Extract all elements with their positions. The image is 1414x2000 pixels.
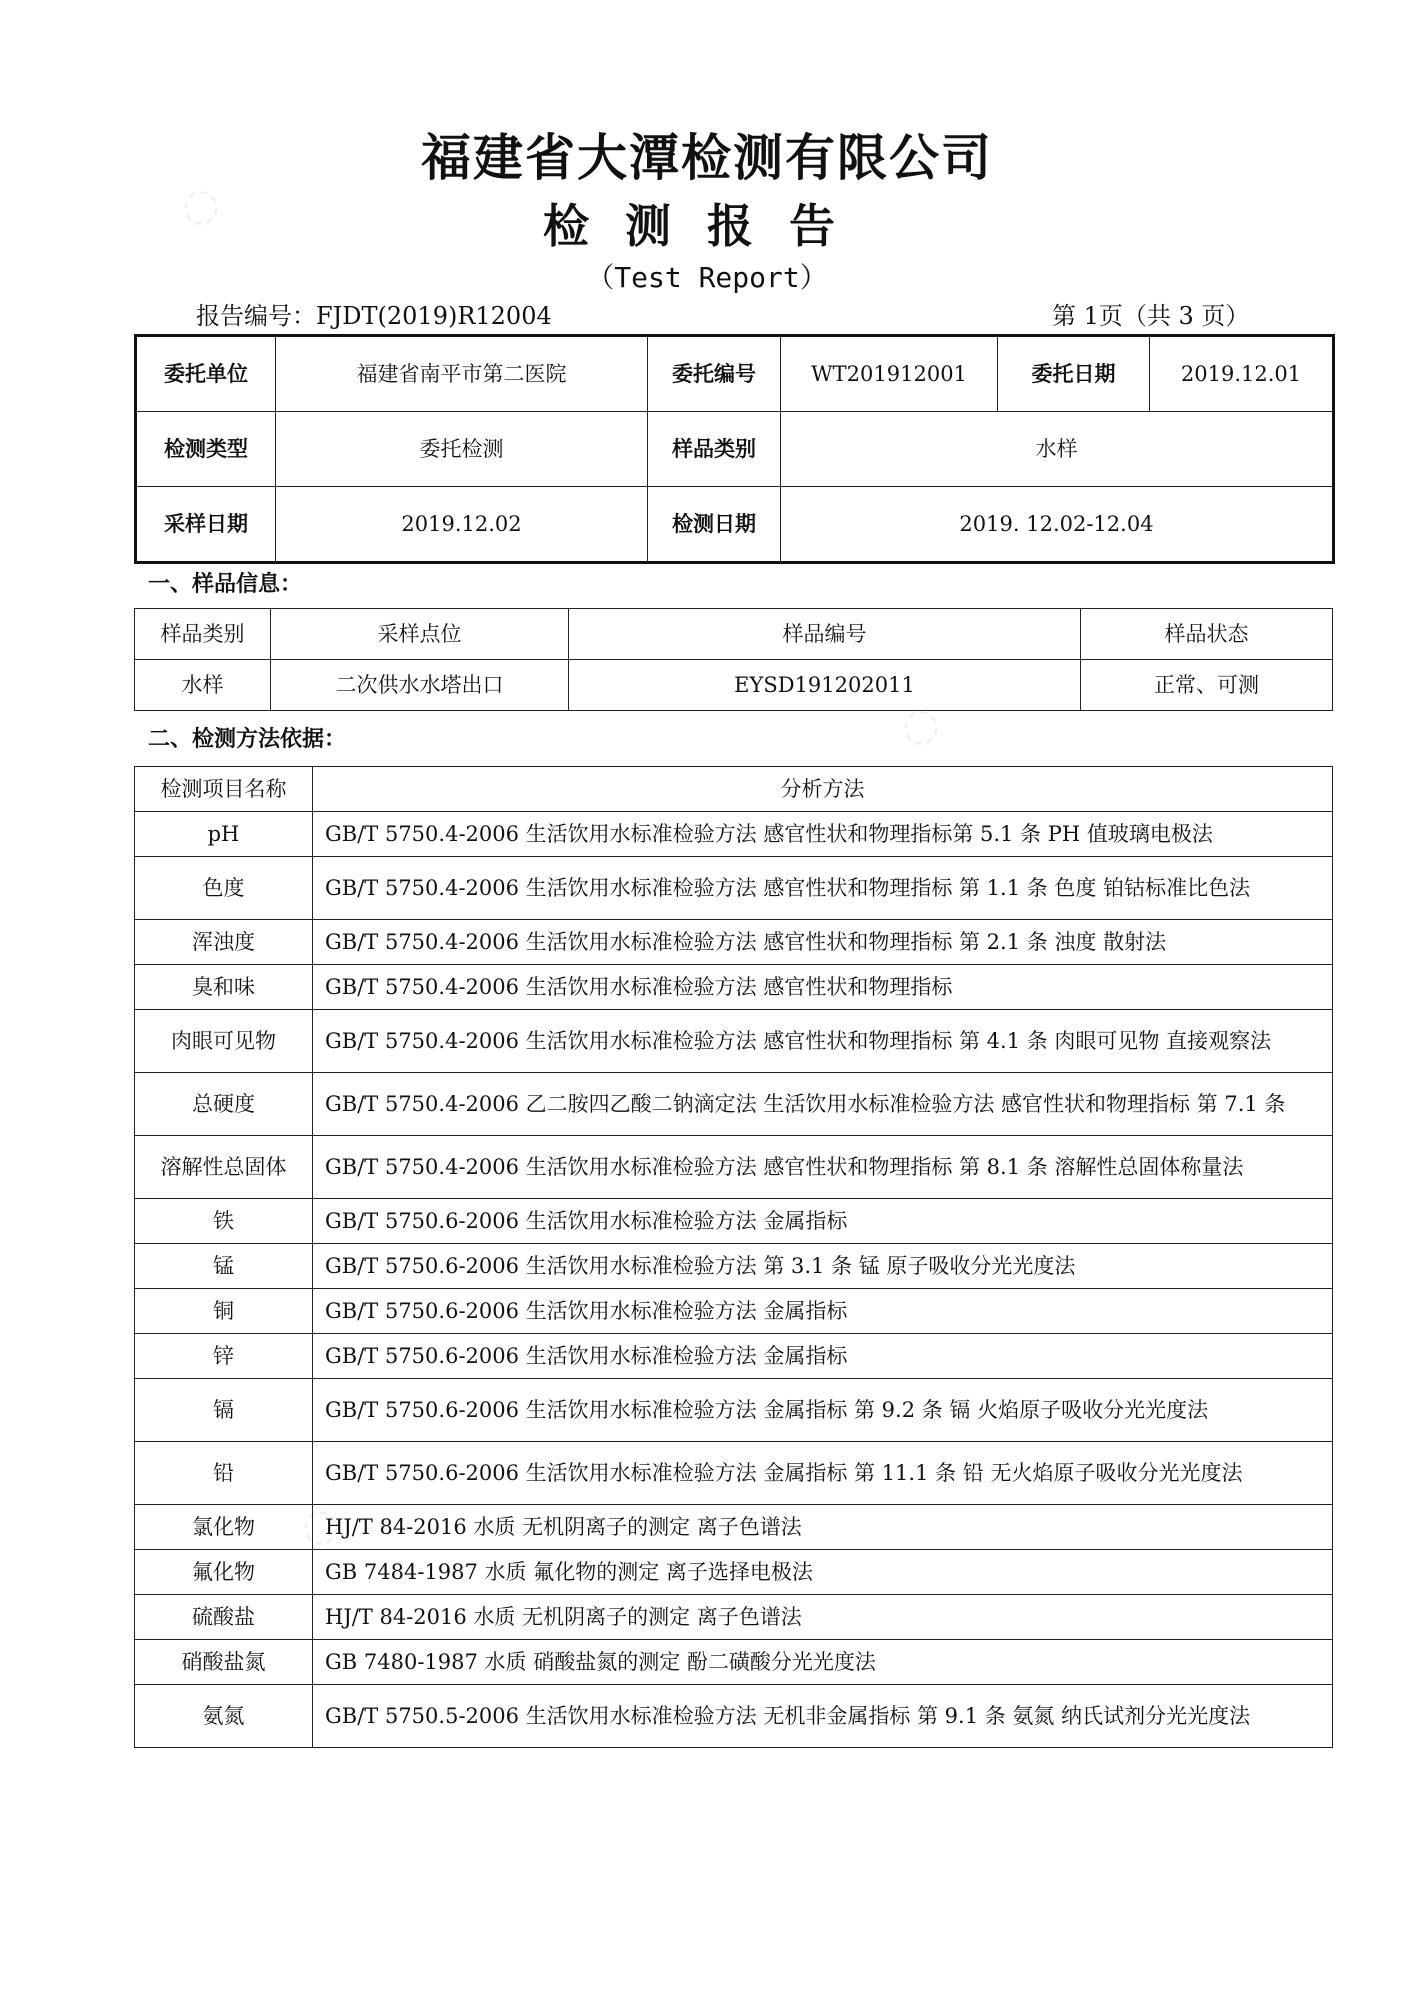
report-number: 报告编号：FJDT(2019)R12004 — [196, 302, 552, 330]
table-row — [135, 857, 1333, 920]
table-row — [135, 1505, 1333, 1550]
item-method: GB/T 5750.4-2006 生活饮用水标准检验方法 感官性状和物理指标第 5.1 条 PH 值玻璃电极法 — [313, 812, 1333, 857]
entrust-no-label: 委托编号 — [648, 336, 781, 412]
item-method: GB/T 5750.6-2006 生活饮用水标准检验方法 金属指标 — [313, 1289, 1333, 1334]
item-name: 镉 — [135, 1379, 313, 1442]
item-method: HJ/T 84-2016 水质 无机阴离子的测定 离子色谱法 — [313, 1505, 1333, 1550]
item-method: GB 7484-1987 水质 氟化物的测定 离子选择电极法 — [313, 1550, 1333, 1595]
item-method: GB/T 5750.4-2006 生活饮用水标准检验方法 感官性状和物理指标 第 8.1 条 溶解性总固体称量法 — [313, 1136, 1333, 1199]
test-type-value: 委托检测 — [276, 412, 648, 487]
table-row — [135, 1136, 1333, 1199]
item-name: 氨氮 — [135, 1685, 313, 1748]
client-label: 委托单位 — [136, 336, 276, 412]
item-name: 硫酸盐 — [135, 1595, 313, 1640]
table-row — [135, 965, 1333, 1010]
entrust-no-value: WT201912001 — [781, 336, 998, 412]
sample-info-table — [134, 608, 1333, 711]
test-type-label: 检测类型 — [136, 412, 276, 487]
sample-header-id: 样品编号 — [569, 609, 1081, 660]
sample-type-value: 水样 — [781, 412, 1334, 487]
item-name: 硝酸盐氮 — [135, 1640, 313, 1685]
item-method: GB/T 5750.6-2006 生活饮用水标准检验方法 金属指标 第 9.2 条 镉 火焰原子吸收分光光度法 — [313, 1379, 1333, 1442]
item-name: 铅 — [135, 1442, 313, 1505]
item-name: 铜 — [135, 1289, 313, 1334]
table-row — [135, 1640, 1333, 1685]
item-method: HJ/T 84-2016 水质 无机阴离子的测定 离子色谱法 — [313, 1595, 1333, 1640]
page-number: 第 1页（共 3 页） — [1052, 302, 1250, 330]
entrust-date-value: 2019.12.01 — [1150, 336, 1334, 412]
item-method: GB/T 5750.4-2006 乙二胺四乙酸二钠滴定法 生活饮用水标准检验方法 感官性状和物理指标 第 7.1 条 — [313, 1073, 1333, 1136]
item-name: 锰 — [135, 1244, 313, 1289]
item-name: 氯化物 — [135, 1505, 313, 1550]
table-row — [135, 1442, 1333, 1505]
item-name: pH — [135, 812, 313, 857]
table-row — [135, 1550, 1333, 1595]
entrust-info-table — [134, 334, 1335, 564]
method-header-item: 检测项目名称 — [135, 767, 313, 812]
item-name: 锌 — [135, 1334, 313, 1379]
method-table — [134, 766, 1333, 1748]
item-name: 总硬度 — [135, 1073, 313, 1136]
report-subtitle: （Test Report） — [586, 261, 828, 294]
table-row — [135, 1289, 1333, 1334]
item-name: 肉眼可见物 — [135, 1010, 313, 1073]
sample-point-cell: 二次供水水塔出口 — [271, 660, 569, 711]
item-method: GB/T 5750.5-2006 生活饮用水标准检验方法 无机非金属指标 第 9.1 条 氨氮 纳氏试剂分光光度法 — [313, 1685, 1333, 1748]
item-method: GB/T 5750.4-2006 生活饮用水标准检验方法 感官性状和物理指标 第 4.1 条 肉眼可见物 直接观察法 — [313, 1010, 1333, 1073]
watermark: ◌ — [888, 693, 950, 758]
item-name: 臭和味 — [135, 965, 313, 1010]
sample-header-point: 采样点位 — [271, 609, 569, 660]
table-row — [135, 1334, 1333, 1379]
sampling-date-value: 2019.12.02 — [276, 487, 648, 563]
item-name: 铁 — [135, 1199, 313, 1244]
watermark: ◌ — [168, 173, 230, 238]
sample-id-cell: EYSD191202011 — [569, 660, 1081, 711]
table-row — [135, 1595, 1333, 1640]
item-method: GB/T 5750.4-2006 生活饮用水标准检验方法 感官性状和物理指标 第 2.1 条 浊度 散射法 — [313, 920, 1333, 965]
item-method: GB 7480-1987 水质 硝酸盐氮的测定 酚二磺酸分光光度法 — [313, 1640, 1333, 1685]
company-name: 福建省大潭检测有限公司 — [421, 129, 993, 187]
item-method: GB/T 5750.6-2006 生活饮用水标准检验方法 金属指标 第 11.1 条 铅 无火焰原子吸收分光光度法 — [313, 1442, 1333, 1505]
table-row — [135, 1244, 1333, 1289]
item-method: GB/T 5750.6-2006 生活饮用水标准检验方法 金属指标 — [313, 1334, 1333, 1379]
test-date-value: 2019. 12.02-12.04 — [781, 487, 1334, 563]
table-row — [135, 812, 1333, 857]
item-method: GB/T 5750.6-2006 生活饮用水标准检验方法 金属指标 — [313, 1199, 1333, 1244]
sample-type-label: 样品类别 — [648, 412, 781, 487]
item-name: 色度 — [135, 857, 313, 920]
sample-state-cell: 正常、可测 — [1081, 660, 1333, 711]
sample-header-type: 样品类别 — [135, 609, 271, 660]
sample-type-cell: 水样 — [135, 660, 271, 711]
item-name: 氟化物 — [135, 1550, 313, 1595]
table-row — [135, 1199, 1333, 1244]
table-row — [135, 1379, 1333, 1442]
item-name: 溶解性总固体 — [135, 1136, 313, 1199]
table-row — [135, 1010, 1333, 1073]
method-section-heading: 二、检测方法依据： — [148, 727, 347, 752]
client-value: 福建省南平市第二医院 — [276, 336, 648, 412]
item-method: GB/T 5750.4-2006 生活饮用水标准检验方法 感官性状和物理指标 第 1.1 条 色度 铂钴标准比色法 — [313, 857, 1333, 920]
table-row — [135, 1073, 1333, 1136]
method-header-method: 分析方法 — [313, 767, 1333, 812]
sample-header-state: 样品状态 — [1081, 609, 1333, 660]
item-name: 浑浊度 — [135, 920, 313, 965]
table-row — [135, 1685, 1333, 1748]
entrust-date-label: 委托日期 — [998, 336, 1150, 412]
watermark: ◌ — [288, 1493, 350, 1558]
sample-section-heading: 一、样品信息： — [148, 572, 303, 597]
table-row — [135, 920, 1333, 965]
test-date-label: 检测日期 — [648, 487, 781, 563]
item-method: GB/T 5750.4-2006 生活饮用水标准检验方法 感官性状和物理指标 — [313, 965, 1333, 1010]
item-method: GB/T 5750.6-2006 生活饮用水标准检验方法 第 3.1 条 锰 原子吸收分光光度法 — [313, 1244, 1333, 1289]
sampling-date-label: 采样日期 — [136, 487, 276, 563]
report-title: 检测报告 — [543, 199, 871, 253]
